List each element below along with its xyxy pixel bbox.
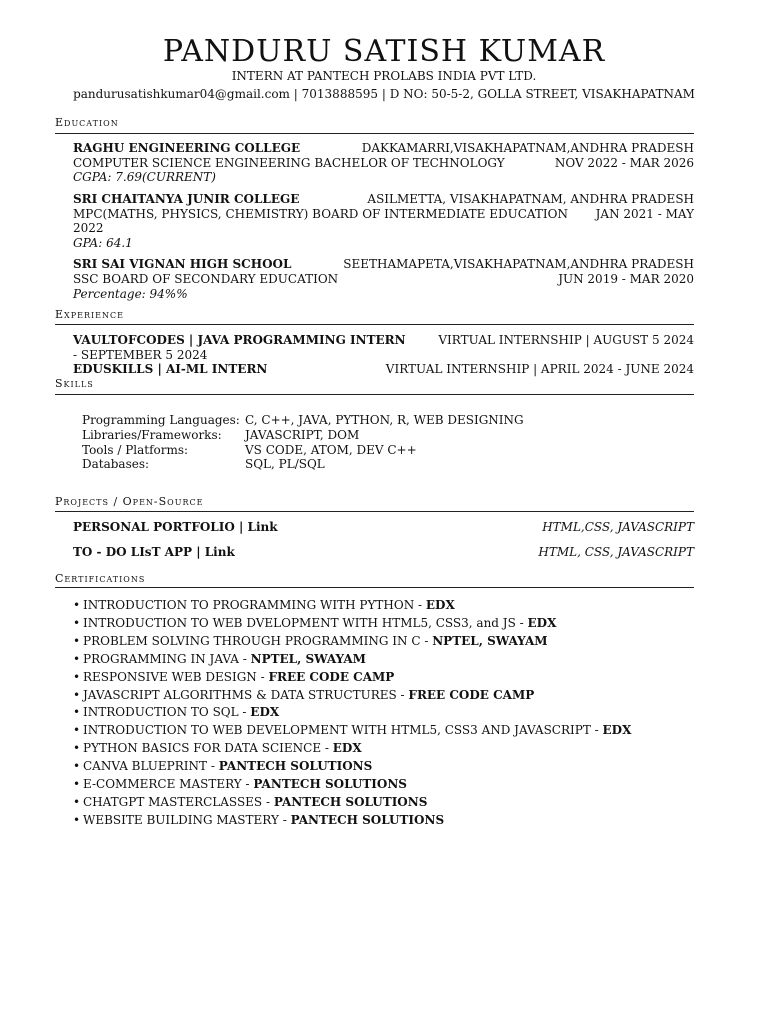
contact-line: [0, 87, 768, 101]
skill-row: [82, 443, 682, 458]
bullet-icon: •: [73, 633, 81, 648]
section-title-certifications: Certifications: [55, 572, 146, 585]
candidate-tagline: INTERN AT PANTECH PROLABS INDIA PVT LTD.: [231, 69, 537, 83]
dates: NOV 2022 - MAR 2026: [554, 156, 694, 170]
bullet-icon: •: [73, 598, 81, 612]
certification-provider: EDX: [332, 741, 362, 756]
certification-course: E-COMMERCE MASTERY -: [83, 777, 254, 791]
certification-item: [73, 813, 444, 827]
certification-item: [73, 723, 631, 737]
bullet-icon: •: [73, 669, 81, 684]
bullet-icon: •: [73, 794, 81, 809]
certification-course: PROGRAMMING IN JAVA -: [83, 651, 251, 666]
institution-location: ASILMETTA, VISAKHAPATNAM, ANDHRA PRADESH: [367, 192, 694, 206]
certification-course: INTRODUCTION TO WEB DVELOPMENT WITH HTML5, CSS3, and JS -: [83, 615, 528, 630]
education-item-1-score: CGPA: 7.69(CURRENT): [73, 170, 216, 184]
certification-item: [73, 705, 279, 719]
role-details: VIRTUAL INTERNSHIP | AUGUST 5 2024: [438, 333, 694, 347]
certification-provider: PANTECH SOLUTIONS: [218, 759, 373, 774]
bullet-icon: •: [73, 741, 81, 756]
certification-provider: PANTECH SOLUTIONS: [273, 794, 428, 809]
institution-location: DAKKAMARRI,VISAKHAPATNAM,ANDHRA PRADESH: [361, 141, 694, 155]
project-tech: HTML,CSS, JAVASCRIPT: [542, 520, 694, 534]
certification-provider: FREE CODE CAMP: [268, 669, 395, 684]
project-name-link[interactable]: TO - DO LIsT APP | Link: [73, 545, 235, 559]
education-item-2-dates-cont: 2022: [73, 221, 104, 235]
certification-course: PYTHON BASICS FOR DATA SCIENCE -: [83, 741, 333, 756]
separator: |: [293, 87, 298, 101]
candidate-name: PANDURU SATISH KUMAR: [162, 34, 606, 69]
institution-name: SRI SAI VIGNAN HIGH SCHOOL: [73, 257, 292, 271]
skill-label: Databases:: [82, 457, 150, 471]
certification-item: [73, 634, 548, 648]
degree: MPC(MATHS, PHYSICS, CHEMISTRY) BOARD OF INTERMEDIATE EDUCATION: [73, 207, 568, 221]
address: D NO: 50-5-2, GOLLA STREET, VISAKHAPATNAM: [389, 87, 695, 101]
certification-provider: EDX: [602, 723, 632, 738]
bullet-icon: •: [73, 723, 81, 738]
institution-name: SRI CHAITANYA JUNIR COLLEGE: [73, 192, 300, 206]
bullet-icon: •: [73, 759, 81, 774]
certification-provider: EDX: [425, 598, 455, 612]
certification-provider: PANTECH SOLUTIONS: [253, 777, 407, 791]
certification-course: CANVA BLUEPRINT -: [83, 759, 219, 774]
certification-item: [73, 795, 427, 809]
section-title-experience: Experience: [55, 308, 124, 321]
certification-item: [73, 670, 394, 684]
education-item-2-score: GPA: 64.1: [73, 236, 133, 250]
skill-row: [82, 428, 682, 443]
skill-value: C, C++, JAVA, PYTHON, R, WEB DESIGNING: [245, 413, 524, 427]
certification-item: [73, 616, 556, 630]
bullet-icon: •: [73, 777, 81, 791]
bullet-icon: •: [73, 812, 81, 827]
section-title-skills: Skills: [55, 377, 94, 390]
bullet-icon: •: [73, 687, 81, 702]
section-title-education: Education: [55, 116, 119, 129]
section-divider: [55, 511, 694, 512]
skill-row: [82, 413, 682, 428]
institution-name: RAGHU ENGINEERING COLLEGE: [73, 141, 301, 155]
certification-item: [73, 598, 455, 612]
certification-course: INTRODUCTION TO PROGRAMMING WITH PYTHON -: [83, 598, 426, 612]
dates: JUN 2019 - MAR 2020: [558, 272, 694, 286]
role-details: VIRTUAL INTERNSHIP | APRIL 2024 - JUNE 2024: [385, 362, 694, 376]
email-link[interactable]: pandurusatishkumar04@gmail.com: [73, 87, 290, 101]
degree: SSC BOARD OF SECONDARY EDUCATION: [73, 272, 339, 286]
section-divider: [55, 587, 694, 588]
skill-label: Libraries/Frameworks:: [82, 428, 222, 442]
skill-value: JAVASCRIPT, DOM: [245, 428, 360, 442]
certification-course: WEBSITE BUILDING MASTERY -: [83, 812, 291, 827]
certification-item: [73, 741, 362, 755]
degree: COMPUTER SCIENCE ENGINEERING BACHELOR OF TECHNOLOGY: [73, 156, 505, 170]
role: VAULTOFCODES | JAVA PROGRAMMING INTERN: [73, 333, 406, 347]
skill-value: VS CODE, ATOM, DEV C++: [245, 443, 417, 457]
skill-value: SQL, PL/SQL: [245, 457, 325, 471]
certification-item: [73, 688, 534, 702]
skill-row: [82, 457, 682, 472]
project-name-link[interactable]: PERSONAL PORTFOLIO | Link: [73, 520, 278, 534]
experience-item-1-cont: - SEPTEMBER 5 2024: [73, 348, 208, 362]
certification-item: [73, 652, 366, 666]
skill-label: Tools / Platforms:: [82, 443, 189, 457]
certification-provider: FREE CODE CAMP: [408, 687, 535, 702]
bullet-icon: •: [73, 651, 81, 666]
certification-item: [73, 777, 407, 791]
certification-course: INTRODUCTION TO SQL -: [83, 705, 251, 720]
bullet-icon: •: [73, 615, 81, 630]
certification-course: INTRODUCTION TO WEB DEVELOPMENT WITH HTML5, CSS3 AND JAVASCRIPT -: [83, 723, 603, 738]
certification-provider: EDX: [250, 705, 280, 720]
certification-course: CHATGPT MASTERCLASSES -: [83, 794, 274, 809]
project-tech: HTML, CSS, JAVASCRIPT: [538, 545, 694, 559]
section-divider: [55, 324, 694, 325]
role: EDUSKILLS | AI-ML INTERN: [73, 362, 268, 376]
section-title-projects: Projects / Open-Source: [55, 495, 204, 508]
skill-label: Programming Languages:: [82, 413, 240, 427]
phone-number: 7013888595: [301, 87, 378, 101]
certification-provider: NPTEL, SWAYAM: [432, 633, 548, 648]
bullet-icon: •: [73, 705, 81, 720]
certification-provider: NPTEL, SWAYAM: [250, 651, 366, 666]
separator: |: [381, 87, 386, 101]
section-divider: [55, 394, 694, 395]
certification-course: RESPONSIVE WEB DESIGN -: [83, 669, 269, 684]
dates: JAN 2021 - MAY: [595, 207, 694, 221]
certification-item: [73, 759, 372, 773]
section-divider: [55, 133, 694, 134]
certification-provider: PANTECH SOLUTIONS: [290, 812, 445, 827]
education-item-3-score: Percentage: 94%%: [73, 287, 188, 301]
certification-course: JAVASCRIPT ALGORITHMS & DATA STRUCTURES -: [83, 687, 409, 702]
institution-location: SEETHAMAPETA,VISAKHAPATNAM,ANDHRA PRADESH: [343, 257, 694, 271]
certification-course: PROBLEM SOLVING THROUGH PROGRAMMING IN C -: [83, 633, 433, 648]
certification-provider: EDX: [527, 615, 557, 630]
